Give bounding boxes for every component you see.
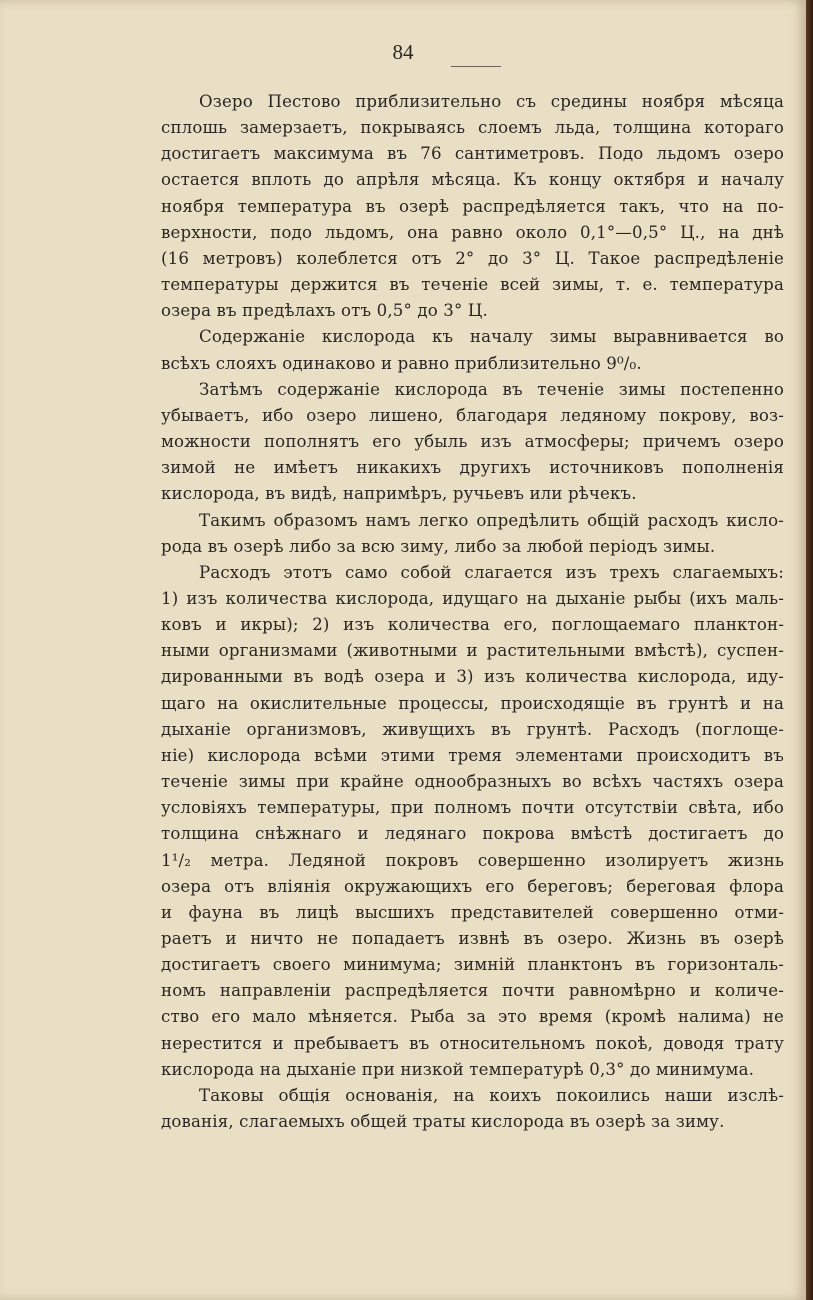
text-line: остается вплоть до апрѣля мѣсяца. Къ концу октября и началу: [161, 170, 784, 190]
text-line: нерестится и пребываетъ въ относительномъ покоѣ, доводя трату: [161, 1033, 784, 1053]
paragraph: [161, 377, 784, 508]
text-line: озера отъ вліянія окружающихъ его береговъ; береговая флора: [161, 876, 784, 896]
paragraph: [161, 89, 784, 324]
text-line: толщина снѣжнаго и ледянаго покрова вмѣстѣ достигаетъ до: [161, 824, 784, 844]
text-line: озера въ предѣлахъ отъ 0,5° до 3° Ц.: [161, 301, 488, 321]
text-line: раетъ и ничто не попадаетъ извнѣ въ озеро. Жизнь въ озерѣ: [161, 929, 784, 948]
text-line: Такимъ образомъ намъ легко опредѣлить общій расходъ кисло-: [199, 510, 784, 530]
text-line: Затѣмъ содержаніе кислорода въ теченіе зимы постепенно: [199, 379, 784, 399]
page-number: 84: [392, 40, 414, 64]
text-line: зимой не имѣетъ никакихъ другихъ источниковъ пополненія: [161, 458, 784, 478]
paragraph: [161, 324, 784, 376]
text-line: ноября температура въ озерѣ распредѣляется такъ, что на по-: [161, 196, 784, 216]
text-line: номъ направленіи распредѣляется почти равномѣрно и количе-: [161, 981, 784, 1001]
text-line: Таковы общія основанія, на коихъ покоились наши изслѣ-: [199, 1085, 784, 1105]
text-line: Озеро Пестово приблизительно съ средины ноября мѣсяца: [199, 92, 784, 111]
text-line: ство его мало мѣняется. Рыба за это время (кромѣ налима) не: [161, 1007, 784, 1027]
text-line: всѣхъ слояхъ одинаково и равно приблизительно 9⁰/₀.: [161, 353, 642, 373]
paragraph: [161, 1083, 784, 1135]
text-line: можности пополнятъ его убыль изъ атмосферы; причемъ озеро: [161, 432, 784, 452]
text-line: кислорода на дыханіе при низкой температурѣ 0,3° до минимума.: [161, 1059, 755, 1079]
text-line: Содержаніе кислорода къ началу зимы выравнивается во: [199, 327, 784, 347]
text-line: верхности, подо льдомъ, она равно около 0,1°—0,5° Ц., на днѣ: [161, 222, 784, 242]
paragraph: [161, 560, 784, 1083]
text-line: 1¹/₂ метра. Ледяной покровъ совершенно изолируетъ жизнь: [161, 850, 784, 870]
text-line: условіяхъ температуры, при полномъ почти отсутствіи свѣта, ибо: [161, 798, 784, 818]
text-line: щаго на окислительные процессы, происходящіе въ грунтѣ и на: [161, 693, 784, 713]
text-line: ніе) кислорода всѣми этими тремя элементами происходитъ въ: [161, 745, 784, 765]
text-line: (16 метровъ) колеблется отъ 2° до 3° Ц. Такое распредѣленіе: [161, 248, 784, 268]
text-line: температуры держится въ теченіе всей зимы, т. е. температура: [161, 275, 784, 295]
text-line: Расходъ этотъ само собой слагается изъ трехъ слагаемыхъ:: [199, 562, 784, 582]
text-line: дыханіе организмовъ, живущихъ въ грунтѣ. Расходъ (поглоще-: [161, 719, 784, 739]
paragraph: [161, 508, 784, 560]
page-number-rule: [451, 66, 501, 67]
text-line: дованія, слагаемыхъ общей траты кислорода въ озерѣ за зиму.: [161, 1112, 725, 1132]
text-line: дированными въ водѣ озера и 3) изъ количества кислорода, иду-: [161, 667, 784, 687]
text-line: 1) изъ количества кислорода, идущаго на дыханіе рыбы (ихъ маль-: [161, 588, 784, 608]
book-binding-edge: [806, 0, 813, 1300]
text-line: ковъ и икры); 2) изъ количества его, поглощаемаго планктон-: [161, 615, 784, 635]
text-line: теченіе зимы при крайне однообразныхъ во всѣхъ частяхъ озера: [161, 772, 784, 792]
text-line: убываетъ, ибо озеро лишено, благодаря ледяному покрову, воз-: [161, 405, 784, 425]
text-line: достигаетъ своего минимума; зимній планктонъ въ горизонталь-: [161, 955, 784, 975]
text-line: достигаетъ максимума въ 76 сантиметровъ. Подо льдомъ озеро: [161, 144, 784, 164]
text-line: ными организмами (животными и растительными вмѣстѣ), суспен-: [161, 641, 784, 661]
text-line: кислорода, въ видѣ, напримѣръ, ручьевъ или рѣчекъ.: [161, 484, 637, 504]
text-line: сплошь замерзаетъ, покрываясь слоемъ льда, толщина котораго: [161, 118, 784, 138]
text-line: рода въ озерѣ либо за всю зиму, либо за любой періодъ зимы.: [161, 536, 716, 556]
text-line: и фауна въ лицѣ высшихъ представителей совершенно отми-: [161, 902, 784, 922]
body-text: [161, 89, 784, 1135]
